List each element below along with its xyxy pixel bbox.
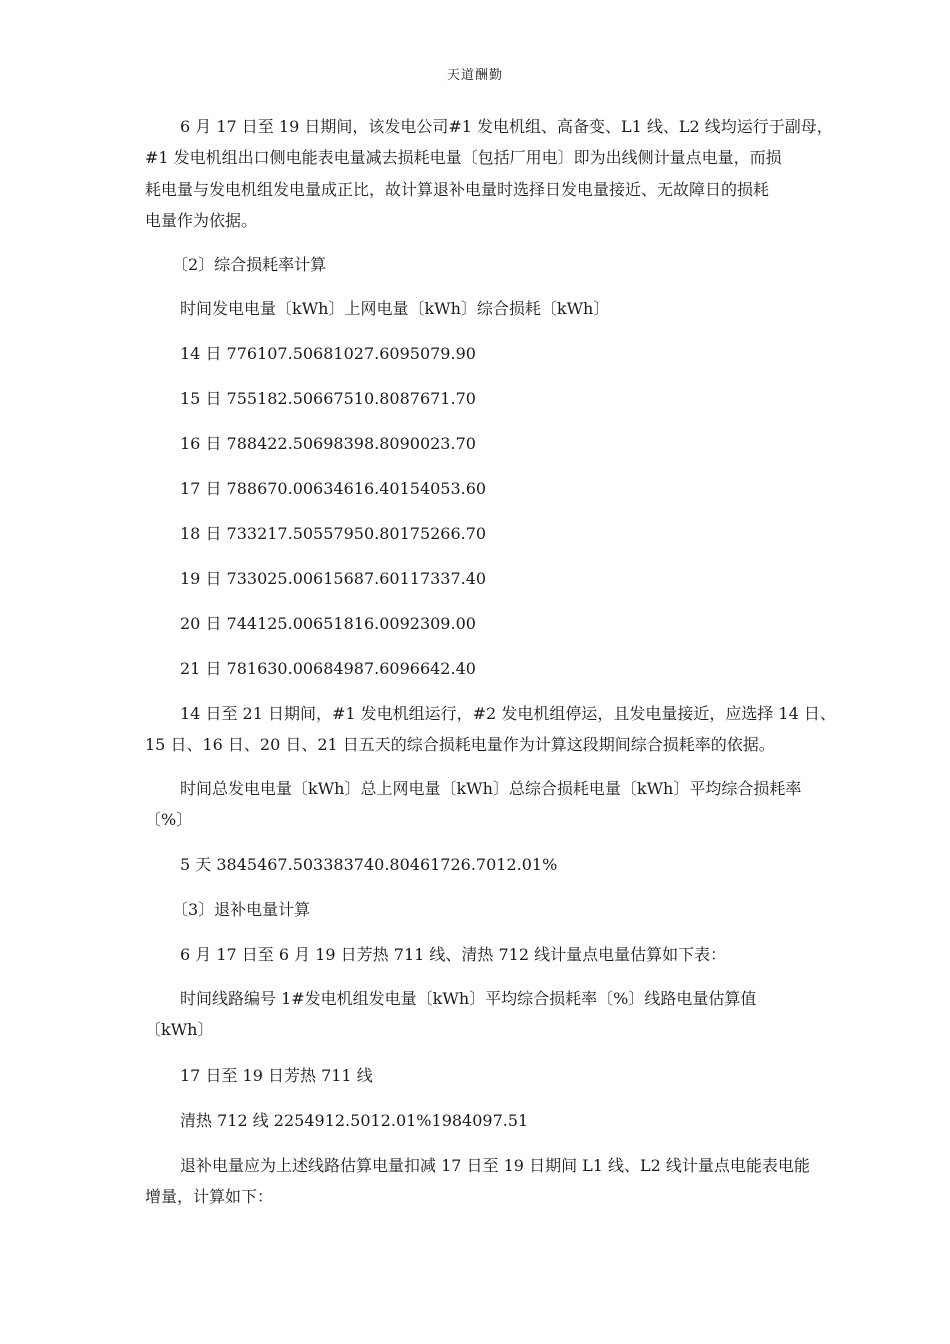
table2-header-line1: 时间总发电电量〔kWh〕总上网电量〔kWh〕总综合损耗电量〔kWh〕平均综合损耗率 [180, 779, 802, 798]
para1-line1: 6 月 17 日至 19 日期间，该发电公司#1 发电机组、高备变、L1 线、L2 线均运行于副母， [180, 117, 833, 136]
table1-row: 14 日 776107.50681027.6095079.90 [180, 344, 476, 363]
para1-line2: #1 发电机组出口侧电能表电量减去损耗电量〔包括厂用电〕即为出线侧计量点电量，而损 [145, 148, 782, 167]
table3-header-line1: 时间线路编号 1#发电机组发电量〔kWh〕平均综合损耗率〔%〕线路电量估算值 [180, 989, 757, 1008]
para2-line2: 15 日、16 日、20 日、21 日五天的综合损耗电量作为计算这段期间综合损耗率的依据。 [145, 735, 775, 754]
table1-row: 16 日 788422.50698398.8090023.70 [180, 434, 476, 453]
table1-row: 19 日 733025.00615687.60117337.40 [180, 569, 487, 588]
table1-row: 20 日 744125.00651816.0092309.00 [180, 614, 476, 633]
table2-row: 5 天 3845467.503383740.80461726.7012.01% [180, 855, 558, 874]
table3-header-line2: 〔kWh〕 [145, 1020, 214, 1039]
section2-heading: 〔2〕综合损耗率计算 [172, 255, 327, 274]
table2-header-line2: 〔%〕 [145, 810, 193, 829]
table1-row: 15 日 755182.50667510.8087671.70 [180, 389, 476, 408]
para2-line1: 14 日至 21 日期间，#1 发电机组运行，#2 发电机组停运，且发电量接近，应选择 14 日、 [180, 704, 836, 723]
table1-row: 17 日 788670.00634616.40154053.60 [180, 479, 487, 498]
para3-line2: 增量，计算如下： [145, 1187, 274, 1206]
table1-row: 18 日 733217.50557950.80175266.70 [180, 524, 487, 543]
table3-row2: 清热 712 线 2254912.5012.01%1984097.51 [180, 1111, 529, 1130]
para3-line1: 退补电量应为上述线路估算电量扣减 17 日至 19 日期间 L1 线、L2 线计量点电能表电能 [180, 1156, 810, 1175]
para1-line3: 耗电量与发电机组发电量成正比，故计算退补电量时选择日发电量接近、无故障日的损耗 [145, 180, 770, 199]
table1-row: 21 日 781630.00684987.6096642.40 [180, 659, 476, 678]
section3-intro: 6 月 17 日至 6 月 19 日芳热 711 线、清热 712 线计量点电量估算如下表： [180, 945, 727, 964]
para1-line4: 电量作为依据。 [145, 211, 258, 230]
table3-row1: 17 日至 19 日芳热 711 线 [180, 1066, 373, 1085]
page-header: 天道酬勤 [446, 68, 503, 83]
table1-header: 时间发电电量〔kWh〕上网电量〔kWh〕综合损耗〔kWh〕 [180, 299, 610, 318]
section3-heading: 〔3〕退补电量计算 [172, 900, 311, 919]
